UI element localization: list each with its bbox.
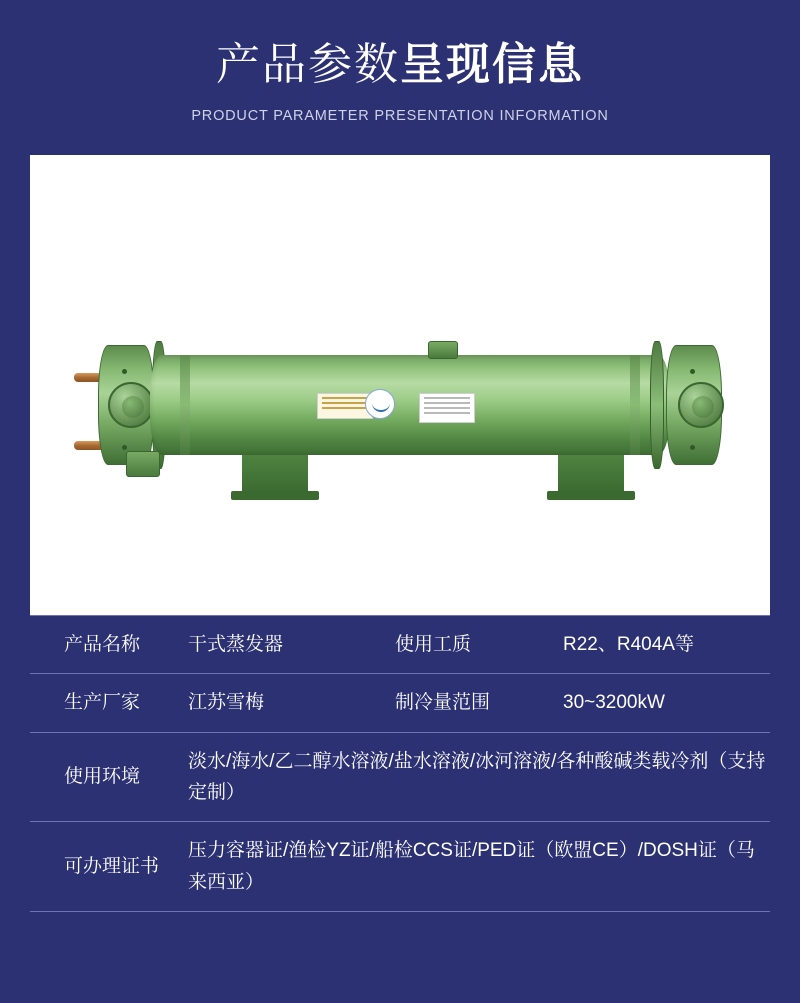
page-header — [0, 0, 800, 155]
page-title — [216, 37, 584, 92]
spec-label-product-name: 产品名称 — [30, 616, 180, 674]
page-subtitle: PRODUCT PARAMETER PRESENTATION INFORMATION — [191, 108, 609, 124]
support-leg-right-base — [547, 491, 635, 500]
support-leg-right — [558, 455, 624, 493]
spec-value-manufacturer: 江苏雪梅 — [180, 674, 395, 732]
spec-value-environment: 淡水/海水/乙二醇水溶液/盐水溶液/冰河溶液/各种酸碱类载冷剂（支持定制） — [180, 732, 770, 822]
end-cap-right-hub — [692, 396, 714, 418]
spec-value-certificates: 压力容器证/渔检YZ证/船检CCS证/PED证（欧盟CE）/DOSH证（马来西亚） — [180, 822, 770, 912]
spec-label-capacity-range: 制冷量范围 — [395, 674, 545, 732]
product-image-panel — [30, 155, 770, 615]
dry-evaporator-illustration — [30, 155, 770, 615]
end-cap-left-circle — [108, 382, 154, 428]
top-nozzle — [428, 341, 458, 359]
page-title-bold: 呈现信息 — [400, 40, 584, 89]
shell-band-1 — [180, 355, 190, 455]
support-leg-left-base — [231, 491, 319, 500]
table-row — [30, 616, 770, 674]
support-leg-left — [242, 455, 308, 493]
spec-value-refrigerant: R22、R404A等 — [545, 616, 770, 674]
flange-right — [650, 341, 664, 469]
product-nameplate-white — [419, 393, 475, 423]
spec-value-capacity-range: 30~3200kW — [545, 674, 770, 732]
shell-body — [150, 355, 670, 455]
spec-label-environment: 使用环境 — [30, 732, 180, 822]
end-cap-right-circle — [678, 382, 724, 428]
page-title-light: 产品参数 — [216, 40, 400, 89]
spec-value-product-name: 干式蒸发器 — [180, 616, 395, 674]
spec-label-manufacturer: 生产厂家 — [30, 674, 180, 732]
table-row — [30, 822, 770, 912]
shell-band-2 — [630, 355, 640, 455]
spec-table — [30, 615, 770, 912]
end-cap-left-hub — [122, 396, 144, 418]
table-row — [30, 732, 770, 822]
inlet-nozzle — [126, 451, 160, 477]
table-row — [30, 674, 770, 732]
spec-label-certificates: 可办理证书 — [30, 822, 180, 912]
spec-table-wrapper — [30, 615, 770, 916]
certification-badge-icon — [365, 389, 395, 419]
spec-label-refrigerant: 使用工质 — [395, 616, 545, 674]
